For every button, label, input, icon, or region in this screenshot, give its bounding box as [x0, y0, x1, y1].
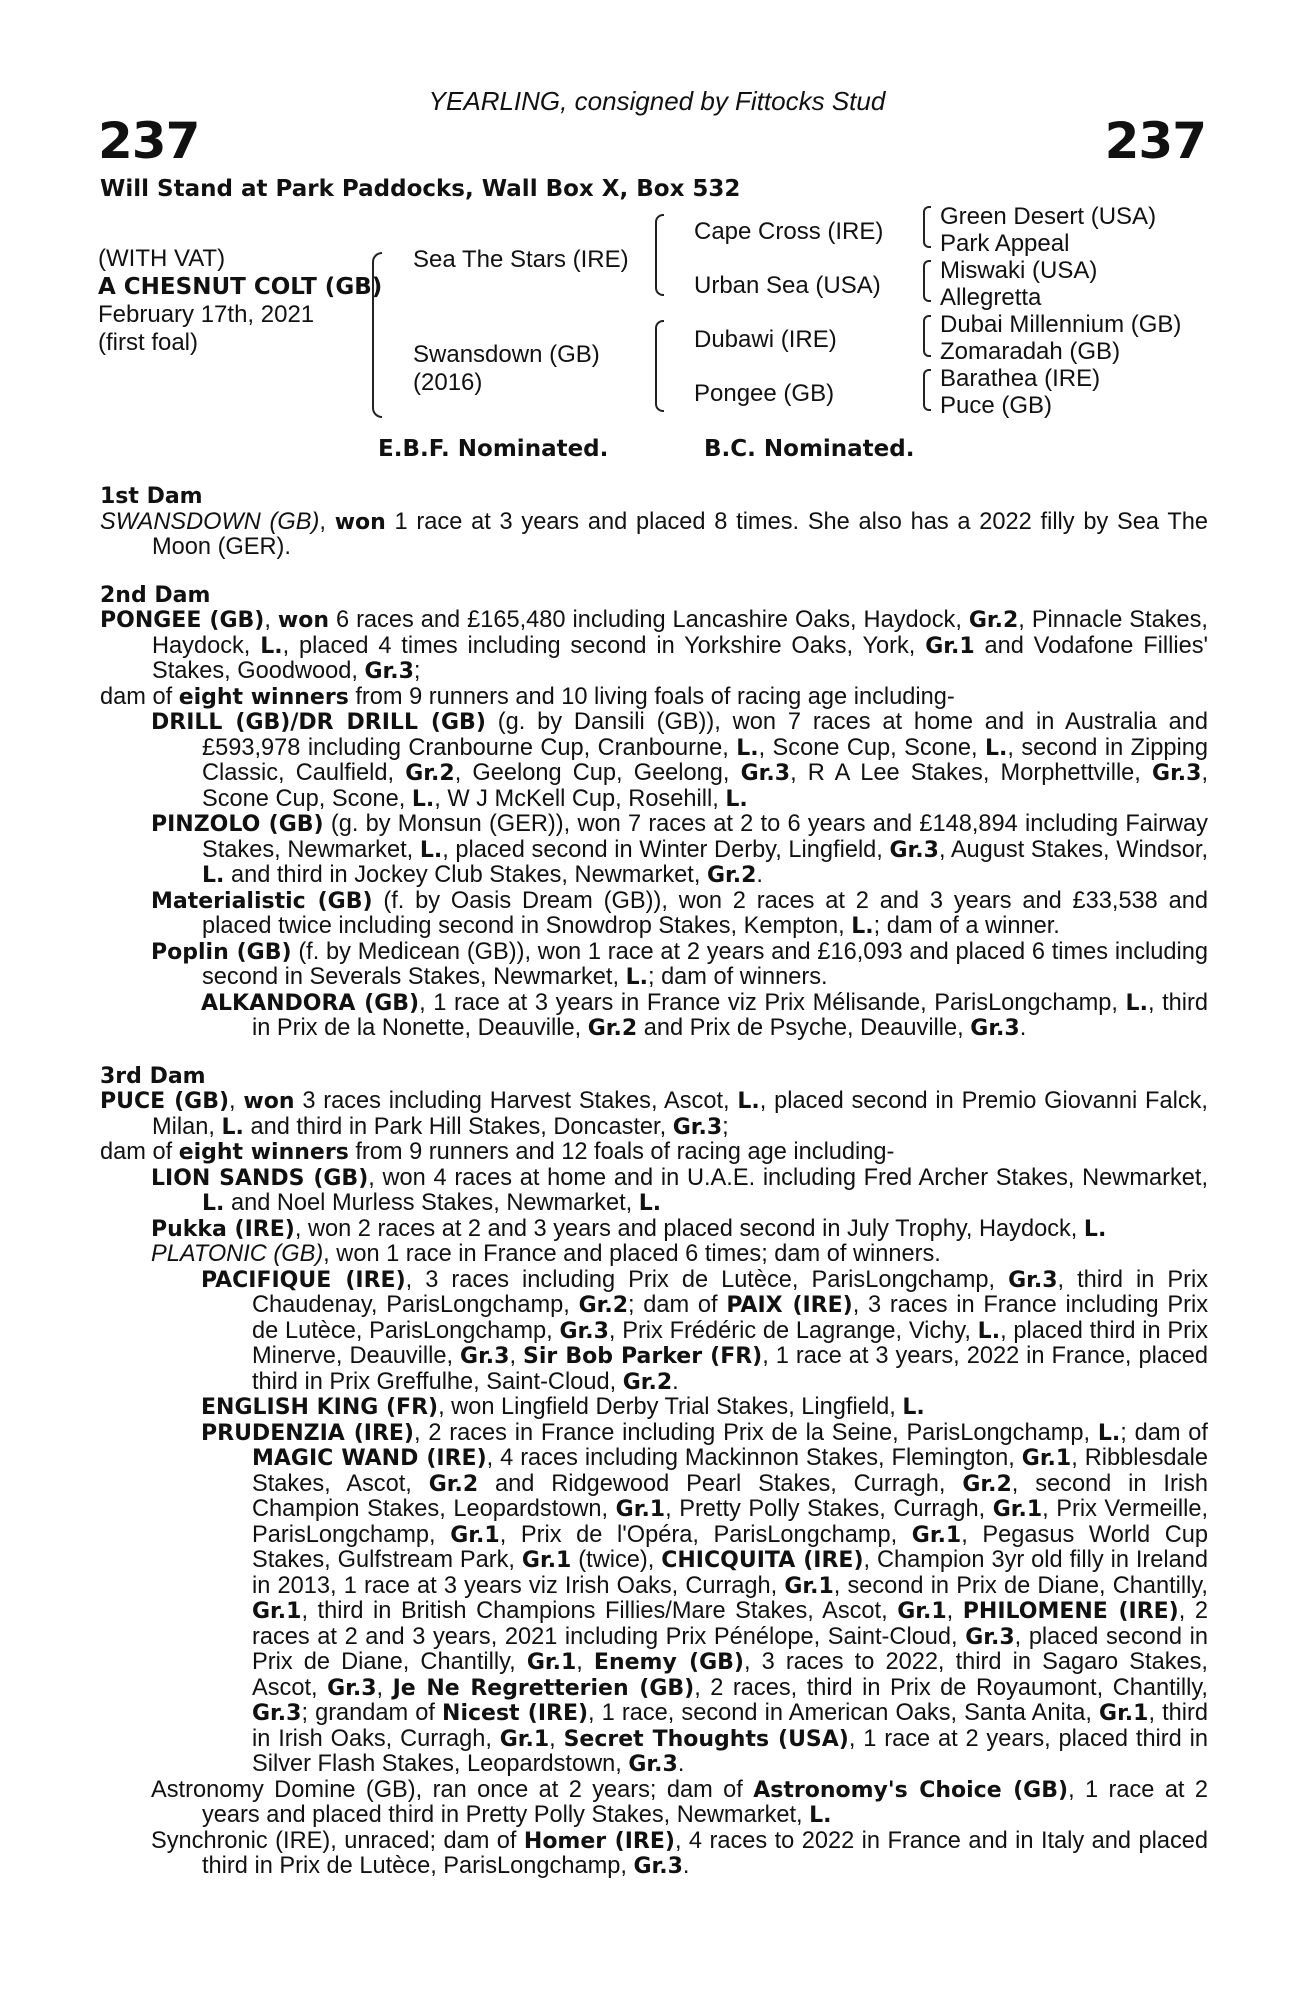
text-run: , third in British Champions Fillies/Mare Stakes, Ascot,	[301, 1598, 898, 1624]
bold-text: PINZOLO (GB)	[151, 812, 324, 837]
record-entry	[100, 1778, 1208, 1829]
text-run: ,	[376, 1674, 393, 1701]
lot-number-left: 237	[98, 112, 200, 170]
foal-note: (first foal)	[98, 329, 199, 356]
bold-text: L.	[984, 735, 1008, 761]
text-run: (twice),	[571, 1547, 662, 1573]
text-run: , Pretty Polly Stakes, Curragh,	[665, 1496, 993, 1522]
bold-text: PHILOMENE (IRE)	[962, 1599, 1179, 1624]
text-run: (f. by Medicean (GB)), won 1 race at 2 years and £16,093 and placed 6 times including second in Severals Stakes, Newmarket,	[202, 938, 1209, 990]
section-heading: 2nd Dam	[100, 582, 211, 608]
bold-text: L.	[202, 1191, 225, 1216]
text-run: , Pinnacle Stakes, Haydock,	[152, 607, 1208, 659]
dss: Dubai Millennium (GB)	[940, 311, 1182, 338]
bold-text: Gr.3	[252, 1701, 302, 1726]
record-entry	[100, 608, 1208, 685]
bold-text: Gr.1	[252, 1599, 302, 1624]
dam-sire: Dubawi (IRE)	[694, 326, 837, 353]
text-run: ,	[946, 1598, 963, 1624]
record-entry	[100, 1089, 1208, 1140]
text-run: , 3 races in France including Prix de Lutèce, ParisLongchamp,	[252, 1292, 1209, 1344]
bold-text: Gr.3	[889, 837, 939, 863]
text-run: , 3 races including Prix de Lutèce, ParisLongchamp,	[405, 1266, 1009, 1293]
bold-text: PONGEE (GB)	[100, 608, 265, 633]
bold-text: L.	[851, 914, 874, 939]
text-run: , won 1 race in France and placed 6 times; dam of winners.	[323, 1241, 941, 1267]
bold-text: Gr.1	[992, 1497, 1043, 1522]
brace-dd	[923, 369, 931, 411]
text-run: , 2 races at 2 and 3 years, 2021 including Prix Pénélope, Saint-Cloud,	[252, 1598, 1208, 1650]
text-run: , Scone Cup, Scone,	[202, 760, 1209, 812]
text-run: , Prix de l'Opéra, ParisLongchamp,	[499, 1521, 912, 1548]
text-run: 6 races and £165,480 including Lancashire Oaks, Haydock,	[329, 607, 969, 633]
bold-text: eight winners	[178, 1140, 349, 1165]
text-run: , Prix Vermeille, ParisLongchamp,	[252, 1496, 1209, 1548]
text-run: , placed second in Premio Giovanni Falck, Milan,	[152, 1088, 1208, 1140]
text-run: , 1 race at 3 years in France viz Prix Mélisande, ParisLongchamp,	[419, 989, 1126, 1016]
bold-text: ENGLISH KING (FR)	[201, 1395, 439, 1420]
bold-text: won	[243, 1089, 295, 1114]
text-run: from 9 runners and 10 living foals of racing age including-	[348, 683, 955, 710]
bold-text: Gr.2	[578, 1293, 628, 1318]
record-entry	[100, 1166, 1208, 1217]
dam-dam: Pongee (GB)	[694, 380, 835, 407]
text-run: and Noel Murless Stakes, Newmarket,	[224, 1190, 639, 1216]
lot-number-right: 237	[1104, 112, 1206, 170]
subject-horse	[98, 245, 388, 357]
bold-text: Gr.3	[965, 1624, 1015, 1650]
record-entry	[100, 940, 1208, 991]
text-run: (g. by Monsun (GER)), won 7 races at 2 to 6 years and £148,894 including Fairway Stakes, Newmarket,	[202, 811, 1208, 863]
bold-text: Sir Bob Parker (FR)	[523, 1344, 763, 1369]
bold-text: Gr.3	[327, 1675, 377, 1701]
text-run: .	[682, 1853, 690, 1879]
bold-text: Gr.1	[450, 1522, 500, 1548]
bold-text: Gr.3	[1152, 761, 1202, 786]
bold-text: L.	[977, 1318, 1001, 1344]
bold-text: eight winners	[178, 684, 349, 710]
bold-text: Poplin (GB)	[151, 939, 292, 965]
horse-name: A CHESNUT COLT (GB)	[98, 274, 383, 300]
record-entry	[100, 889, 1208, 940]
bold-text: L.	[725, 786, 748, 812]
text-run: , Prix Frédéric de Lagrange, Vichy,	[608, 1317, 978, 1344]
text-run: ; dam of a winner.	[873, 913, 1060, 939]
text-run: , third in Prix Chaudenay, ParisLongchamp,	[252, 1266, 1208, 1318]
text-run: ,	[264, 607, 278, 633]
bold-text: Gr.1	[615, 1497, 666, 1522]
bold-text: Gr.2	[962, 1471, 1012, 1497]
dam: Swansdown (GB)	[413, 341, 600, 368]
bold-text: PRUDENZIA (IRE)	[201, 1420, 414, 1446]
text-run: dam of	[100, 683, 179, 710]
text-run: , Champion 3yr old filly in Ireland in 2013, 1 race at 3 years viz Irish Oaks, Curragh,	[252, 1547, 1209, 1599]
record-entry	[100, 991, 1208, 1042]
italic-text: PLATONIC (GB)	[151, 1241, 324, 1267]
record-entry	[100, 1217, 1208, 1243]
bold-text: Gr.2	[968, 608, 1019, 633]
bold-text: L.	[221, 1114, 244, 1140]
bold-text: Gr.3	[672, 1114, 723, 1140]
bold-text: Gr.3	[740, 761, 791, 786]
sss: Green Desert (USA)	[940, 203, 1157, 230]
bold-text: L.	[736, 735, 759, 761]
record-entry	[100, 710, 1208, 812]
text-run: , 4 races including Mackinnon Stakes, Flemington,	[486, 1445, 1022, 1471]
bold-text: Je Ne Regretterien (GB)	[392, 1675, 695, 1701]
text-run: , 1 race, second in American Oaks, Santa Anita,	[588, 1700, 1100, 1726]
bold-text: ALKANDORA (GB)	[201, 990, 420, 1016]
text-run: , W J McKell Cup, Rosehill,	[434, 785, 726, 812]
consignor-line: YEARLING, consigned by Fittocks Stud	[428, 86, 886, 116]
bold-text: CHICQUITA (IRE)	[661, 1548, 864, 1573]
text-run: , 1 race at 3 years, 2022 in France, placed third in Prix Greffulhe, Saint-Cloud,	[252, 1343, 1208, 1395]
text-run: , won 2 races at 2 and 3 years and placed second in July Trophy, Haydock,	[294, 1215, 1084, 1242]
text-run: .	[1019, 1015, 1027, 1041]
bold-text: Gr.2	[706, 863, 757, 888]
text-run: dam of	[100, 1139, 179, 1165]
text-run: .	[756, 862, 763, 888]
bold-text: Materialistic (GB)	[151, 888, 373, 914]
ddd: Puce (GB)	[940, 392, 1053, 419]
bold-text: PACIFIQUE (IRE)	[201, 1267, 406, 1293]
bold-text: L.	[902, 1395, 925, 1420]
bold-text: L.	[625, 965, 648, 990]
bold-text: won	[277, 608, 330, 633]
bold-text: Nicest (IRE)	[442, 1701, 589, 1726]
bold-text: Secret Thoughts (USA)	[563, 1726, 849, 1752]
text-run: Astronomy Domine (GB), ran once at 2 years; dam of	[151, 1776, 754, 1803]
bold-text: Gr.1	[1099, 1701, 1149, 1726]
text-run: , 2 races, third in Prix de Royaumont, Chantilly,	[694, 1674, 1208, 1701]
section-heading: 1st Dam	[100, 484, 203, 509]
text-run: ;	[722, 1113, 729, 1140]
text-run: , placed second in Winter Derby, Lingfield,	[442, 836, 890, 863]
bold-text: Gr.3	[970, 1016, 1020, 1041]
ssd: Park Appeal	[940, 230, 1070, 257]
bold-text: Gr.1	[499, 1726, 550, 1752]
brace-dam	[655, 320, 664, 412]
bold-text: Gr.1	[521, 1548, 572, 1573]
text-run: (f. by Oasis Dream (GB)), won 2 races at 2 and 3 years and £33,538 and placed twice including second in Snowdrop Stakes, Kempton,	[202, 887, 1208, 939]
record-entry	[100, 1140, 1208, 1166]
text-run: , Geelong Cup, Geelong,	[454, 760, 741, 786]
text-run: , Ribblesdale Stakes, Ascot,	[252, 1445, 1208, 1497]
text-run: .	[672, 1368, 679, 1395]
bold-text: L.	[1125, 990, 1148, 1016]
bold-text: L.	[809, 1803, 832, 1828]
bold-text: Gr.1	[526, 1650, 577, 1675]
bold-text: Homer (IRE)	[523, 1828, 675, 1854]
bold-text: Gr.3	[633, 1854, 683, 1879]
text-run: , 1 race at 2 years, placed third in Silver Flash Stakes, Leopardstown,	[252, 1725, 1208, 1777]
bold-text: Gr.3	[628, 1752, 678, 1777]
text-run: , placed 4 times including second in Yorkshire Oaks, York,	[282, 632, 926, 659]
sire: Sea The Stars (IRE)	[413, 246, 629, 273]
ebf-nomination: E.B.F. Nominated.	[378, 436, 609, 462]
bold-text: MAGIC WAND (IRE)	[252, 1446, 487, 1471]
brace-sd	[923, 260, 931, 302]
text-run: from 9 runners and 12 foals of racing age including-	[348, 1139, 895, 1165]
foaling-date: February 17th, 2021	[98, 301, 315, 328]
sds: Miswaki (USA)	[940, 257, 1098, 284]
text-run: ,	[509, 1343, 523, 1369]
vat-note: (WITH VAT)	[98, 245, 226, 272]
text-run: and Ridgewood Pearl Stakes, Curragh,	[478, 1470, 963, 1497]
text-run: ,	[319, 508, 335, 535]
bold-text: Gr.3	[559, 1318, 609, 1344]
text-run: ; grandam of	[301, 1700, 443, 1726]
bold-text: L.	[638, 1191, 662, 1216]
text-run: , third in Irish Oaks, Curragh,	[252, 1700, 1208, 1752]
bold-text: Gr.2	[405, 761, 455, 786]
bold-text: Gr.3	[460, 1344, 510, 1369]
bold-text: L.	[419, 837, 443, 863]
record-entry	[100, 1829, 1208, 1880]
bold-text: Gr.2	[587, 1016, 638, 1041]
bold-text: Gr.1	[911, 1522, 962, 1548]
record-entry	[100, 685, 1208, 711]
bold-text: L.	[260, 633, 283, 659]
brace-sire	[655, 214, 664, 296]
bold-text: PAIX (IRE)	[726, 1293, 853, 1318]
text-run: ; dam of	[628, 1292, 727, 1318]
sdd: Allegretta	[940, 284, 1042, 311]
text-run: ,	[229, 1088, 244, 1114]
text-run: ,	[549, 1725, 564, 1752]
text-run: , second in Prix de Diane, Chantilly,	[833, 1572, 1208, 1599]
bold-text: L.	[1083, 1216, 1107, 1242]
text-run: (g. by Dansili (GB)), won 7 races at home and in Australia and £593,978 including Cranbourne Cup, Cranbourne,	[202, 709, 1208, 761]
record-entry	[100, 1268, 1208, 1396]
record-entry	[100, 1242, 1208, 1268]
text-run: .	[677, 1751, 685, 1777]
text-run: ; dam of winners.	[647, 964, 828, 990]
bold-text: DRILL (GB)/DR DRILL (GB)	[151, 710, 486, 735]
text-run: ,	[576, 1649, 594, 1675]
text-run: , second in Zipping Classic, Caulfield,	[202, 734, 1208, 786]
bold-text: Gr.3	[1008, 1267, 1058, 1293]
bold-text: Enemy (GB)	[593, 1650, 744, 1675]
stand-location: Will Stand at Park Paddocks, Wall Box X, Box 532	[100, 176, 741, 202]
bold-text: L.	[202, 863, 225, 888]
text-run: , second in Irish Champion Stakes, Leopardstown,	[252, 1470, 1208, 1522]
italic-text: SWANSDOWN (GB)	[100, 508, 320, 535]
bold-text: Gr.2	[622, 1369, 673, 1395]
text-run: , 1 race at 2 years and placed third in Pretty Polly Stakes, Newmarket,	[202, 1776, 1209, 1828]
dds: Barathea (IRE)	[940, 365, 1101, 392]
text-run: , placed third in Prix Minerve, Deauville,	[252, 1317, 1208, 1369]
bold-text: Gr.1	[784, 1573, 834, 1599]
text-run: , R A Lee Stakes, Morphettville,	[790, 760, 1153, 786]
text-run: 1 race at 3 years and placed 8 times. She also has a 2022 filly by Sea The Moon (GER).	[152, 508, 1208, 560]
text-run: and third in Jockey Club Stakes, Newmarket,	[224, 862, 707, 888]
bold-text: Gr.1	[925, 633, 975, 659]
record-entry	[100, 812, 1208, 889]
text-run: 3 races including Harvest Stakes, Ascot,	[294, 1088, 738, 1114]
bold-text: won	[334, 509, 386, 535]
bold-text: L.	[411, 786, 435, 812]
bold-text: Gr.2	[428, 1471, 479, 1497]
bold-text: L.	[737, 1089, 760, 1114]
bold-text: L.	[1097, 1420, 1121, 1446]
sire-sire: Cape Cross (IRE)	[694, 218, 884, 245]
record-entry	[100, 1395, 1208, 1421]
text-run: , 3 races to 2022, third in Sagaro Stakes, Ascot,	[252, 1649, 1208, 1701]
text-run: and Prix de Psyche, Deauville,	[637, 1015, 971, 1041]
text-run: and third in Park Hill Stakes, Doncaster,	[243, 1113, 673, 1140]
bold-text: Gr.1	[1021, 1446, 1072, 1471]
produce-record	[100, 484, 1208, 1880]
record-entry	[100, 510, 1208, 561]
text-run: Synchronic (IRE), unraced; dam of	[151, 1827, 524, 1854]
text-run: ; dam of	[1120, 1419, 1208, 1446]
record-entry	[100, 1421, 1208, 1778]
text-run: , won Lingfield Derby Trial Stakes, Lingfield,	[438, 1394, 903, 1420]
text-run: , 2 races in France including Prix de la Seine, ParisLongchamp,	[413, 1419, 1098, 1446]
dsd: Zomaradah (GB)	[940, 338, 1121, 365]
bold-text: Gr.1	[897, 1599, 947, 1624]
text-run: , third in Prix de la Nonette, Deauville,	[252, 989, 1209, 1041]
text-run: , placed second in Prix de Diane, Chantilly,	[252, 1623, 1208, 1675]
text-run: , August Stakes, Windsor,	[938, 836, 1209, 863]
section-heading: 3rd Dam	[100, 1063, 206, 1089]
text-run: , 4 races to 2022 in France and in Italy and placed third in Prix de Lutèce, ParisLongchamp,	[202, 1827, 1208, 1879]
text-run: ;	[413, 658, 421, 684]
bold-text: Gr.3	[364, 659, 414, 684]
bold-text: LION SANDS (GB)	[151, 1165, 369, 1191]
text-run: , Scone Cup, Scone,	[758, 734, 985, 761]
brace-main	[372, 252, 382, 418]
bc-nomination: B.C. Nominated.	[704, 436, 915, 462]
text-run: and Vodafone Fillies' Stakes, Goodwood,	[152, 632, 1209, 684]
brace-ss	[923, 206, 931, 248]
brace-ds	[923, 315, 931, 357]
bold-text: PUCE (GB)	[100, 1089, 230, 1114]
text-run: , won 4 races at home and in U.A.E. including Fred Archer Stakes, Newmarket,	[368, 1164, 1208, 1191]
sire-dam: Urban Sea (USA)	[694, 272, 881, 299]
bold-text: Astronomy's Choice (GB)	[753, 1777, 1069, 1803]
text-run: , Pegasus World Cup Stakes, Gulfstream Park,	[252, 1521, 1208, 1573]
dam-year: (2016)	[413, 369, 483, 396]
bold-text: Pukka (IRE)	[151, 1216, 295, 1242]
